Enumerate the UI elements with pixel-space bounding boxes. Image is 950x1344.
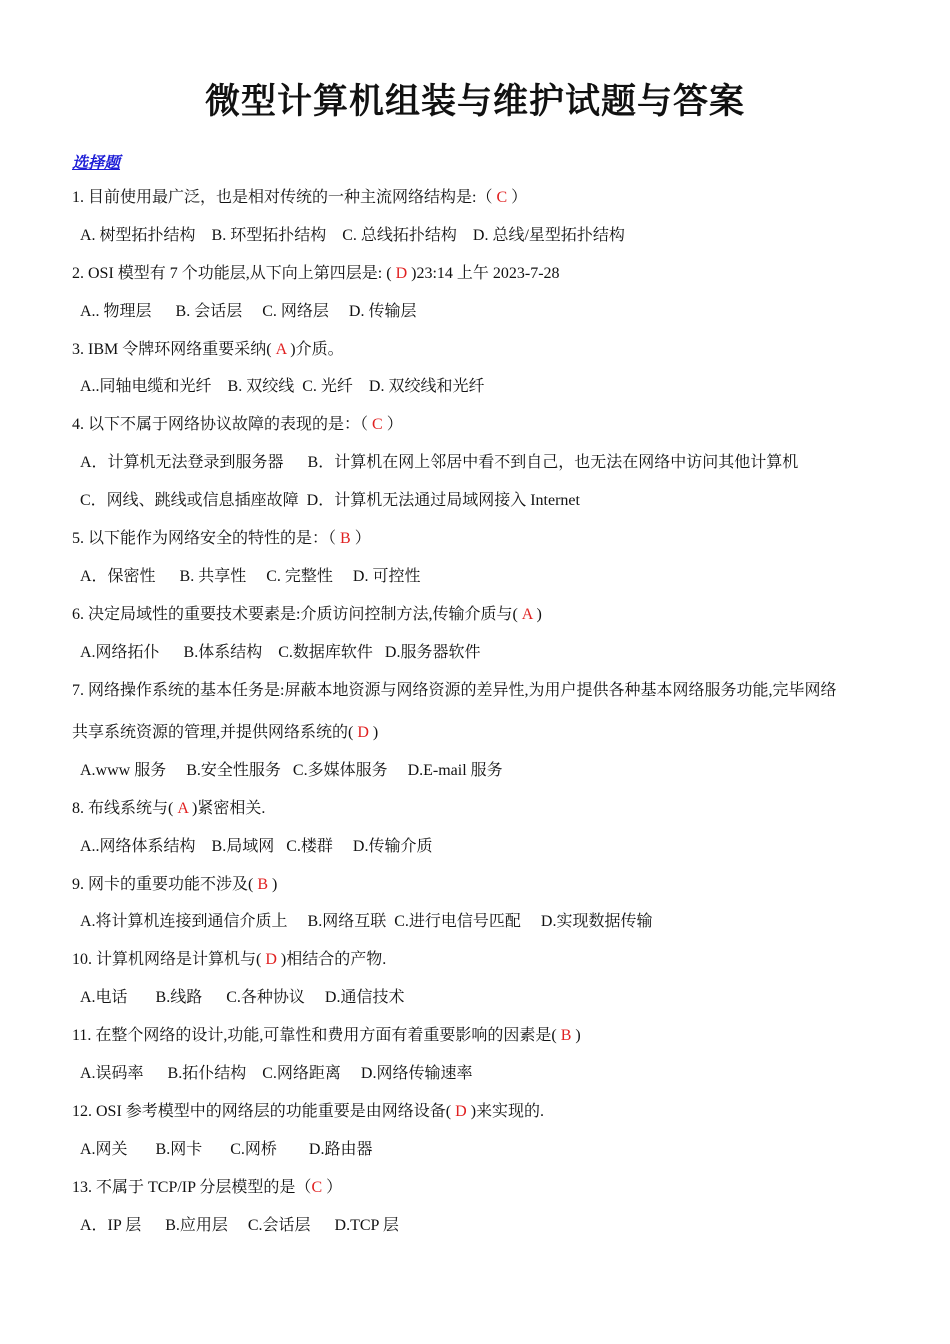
question-7: 7. 网络操作系统的基本任务是:屏蔽本地资源与网络资源的差异性,为用户提供各种基本网络服务功能,完毕网络	[72, 682, 837, 699]
options-7: A.www 服务 B.安全性服务 C.多媒体服务 D.E-mail 服务	[80, 762, 503, 779]
answer-8: A	[177, 800, 189, 817]
answer-2: D	[395, 265, 408, 282]
answer-1: C	[496, 189, 508, 206]
section-heading: 选择题	[72, 155, 121, 172]
options-1: A. 树型拓扑结构 B. 环型拓扑结构 C. 总线拓扑结构 D. 总线/星型拓扑结构	[80, 227, 625, 244]
options-3: A..同轴电缆和光纤 B. 双绞线 C. 光纤 D. 双绞线和光纤	[80, 378, 485, 395]
options-5: A．保密性 B. 共享性 C. 完整性 D. 可控性	[80, 568, 421, 585]
question-10: 10. 计算机网络是计算机与( D )相结合的产物.	[72, 951, 387, 968]
answer-11: B	[560, 1027, 572, 1044]
options-12: A.网关 B.网卡 C.网桥 D.路由器	[80, 1141, 373, 1158]
question-1: 1. 目前使用最广泛，也是相对传统的一种主流网络结构是:（ C ）	[72, 189, 528, 206]
page-title: 微型计算机组装与维护试题与答案	[204, 82, 745, 122]
answer-7: D	[357, 724, 369, 741]
question-8: 8. 布线系统与( A )紧密相关.	[72, 800, 266, 817]
options-13: A．IP 层 B.应用层 C.会话层 D.TCP 层	[80, 1217, 399, 1234]
answer-13: C	[311, 1179, 323, 1196]
question-9: 9. 网卡的重要功能不涉及( B )	[72, 876, 278, 893]
options-4a: A．计算机无法登录到服务器 B．计算机在网上邻居中看不到自己，也无法在网络中访问其他计算机	[80, 454, 799, 471]
options-8: A..网络体系结构 B.局域网 C.楼群 D.传输介质	[80, 838, 433, 855]
question-6: 6. 决定局域性的重要技术要素是:介质访问控制方法,传输介质与( A )	[72, 606, 542, 623]
question-13: 13. 不属于 TCP/IP 分层模型的是（C ）	[72, 1179, 343, 1196]
options-4b: C．网线、跳线或信息插座故障 D．计算机无法通过局域网接入 Internet	[80, 492, 580, 509]
answer-12: D	[455, 1103, 467, 1120]
options-11: A.误码率 B.拓仆结构 C.网络距离 D.网络传输速率	[80, 1065, 473, 1082]
answer-4: C	[372, 416, 383, 433]
question-7-cont: 共享系统资源的管理,并提供网络系统的( D )	[72, 724, 379, 741]
question-12: 12. OSI 参考模型中的网络层的功能重要是由网络设备( D )来实现的.	[72, 1103, 545, 1120]
answer-3: A	[275, 341, 287, 358]
question-2: 2. OSI 模型有 7 个功能层,从下向上第四层是: ( D )23:14 上午 2023-7-28	[72, 265, 560, 282]
question-5: 5. 以下能作为网络安全的特性的是：（ B ）	[72, 530, 371, 547]
answer-9: B	[257, 876, 269, 893]
options-2: A.. 物理层 B. 会话层 C. 网络层 D. 传输层	[80, 303, 417, 320]
options-6: A.网络拓仆 B.体系结构 C.数据库软件 D.服务器软件	[80, 644, 481, 661]
answer-5: B	[340, 530, 351, 547]
question-3: 3. IBM 令牌环网络重要采纳( A )介质。	[72, 341, 344, 358]
question-4: 4. 以下不属于网络协议故障的表现的是：（ C ）	[72, 416, 403, 433]
question-11: 11. 在整个网络的设计,功能,可靠性和费用方面有着重要影响的因素是( B )	[72, 1027, 581, 1044]
answer-10: D	[265, 951, 277, 968]
options-9: A.将计算机连接到通信介质上 B.网络互联 C.进行电信号匹配 D.实现数据传输	[80, 913, 653, 930]
answer-6: A	[521, 606, 533, 623]
options-10: A.电话 B.线路 C.各种协议 D.通信技术	[80, 989, 405, 1006]
